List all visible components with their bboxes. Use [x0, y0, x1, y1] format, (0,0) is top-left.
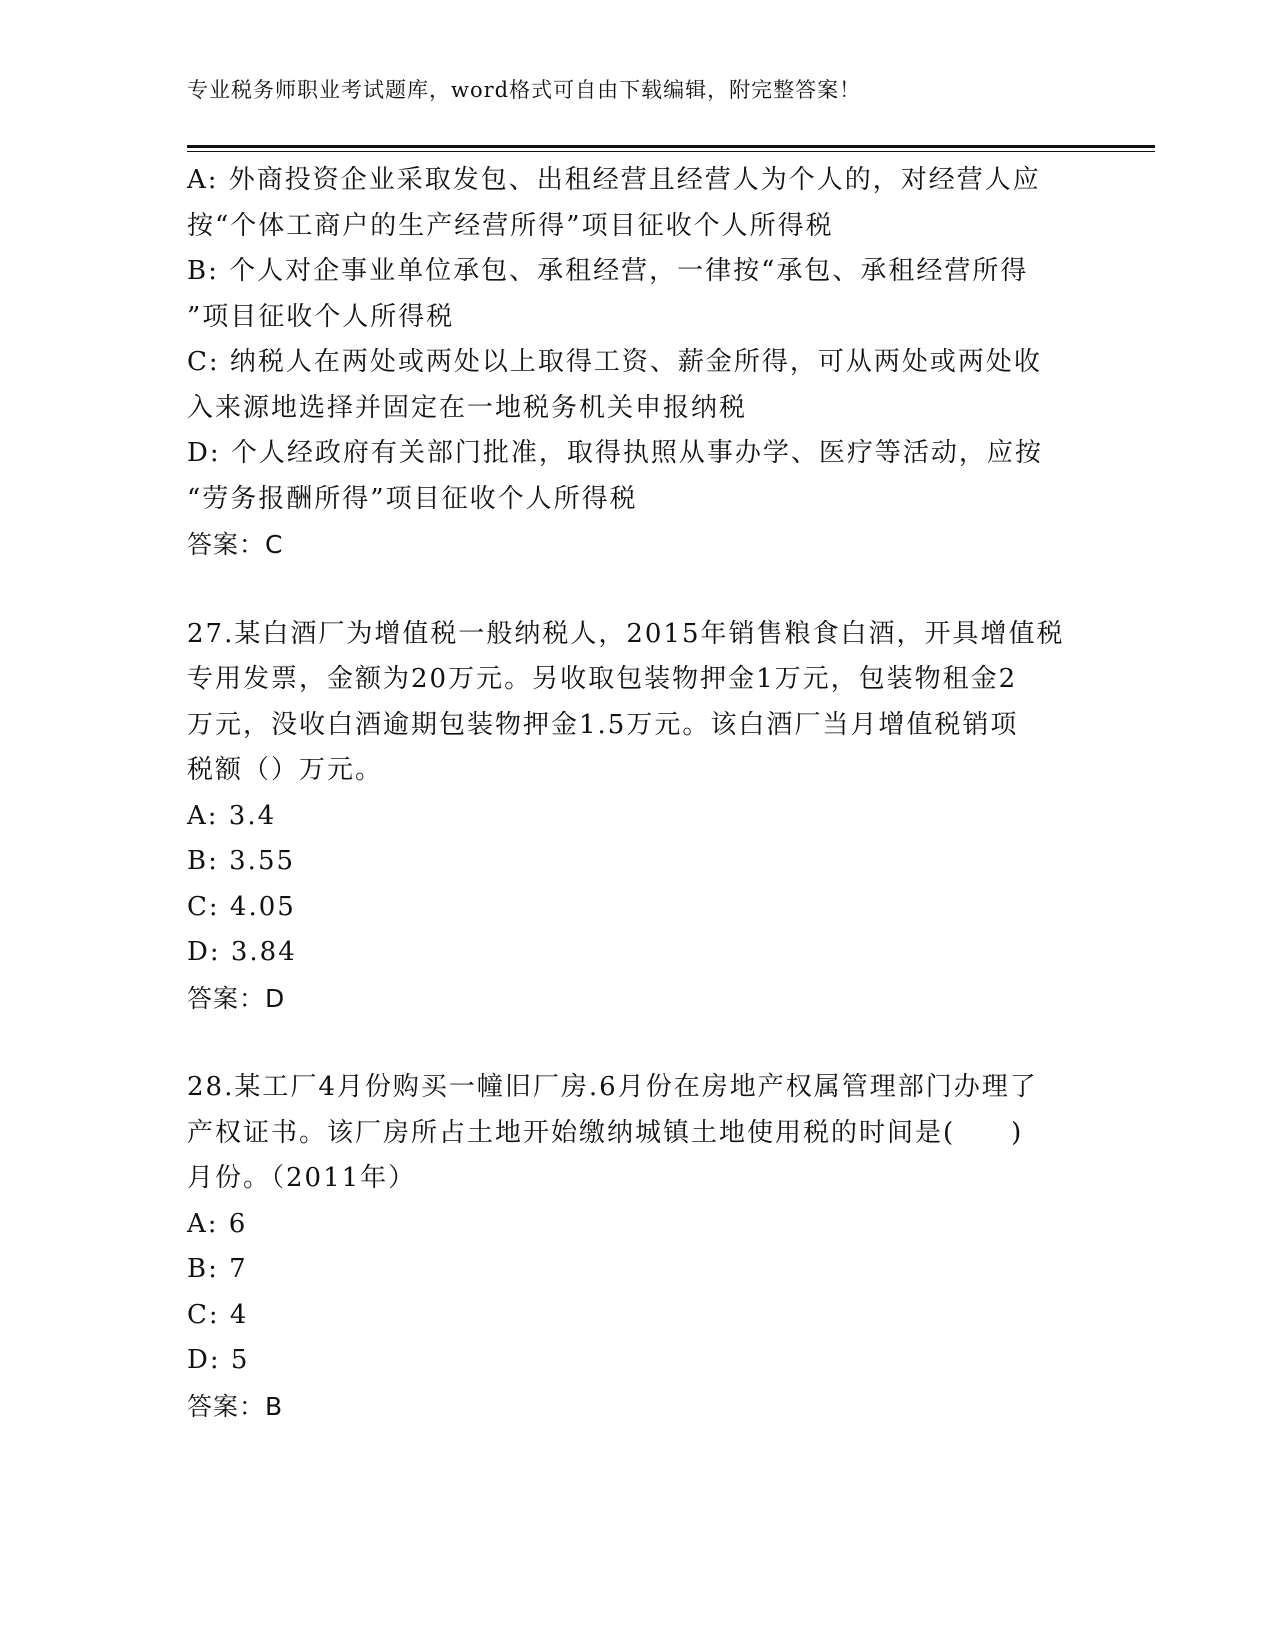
header-rule-thick: [187, 145, 1155, 148]
option-c: [187, 340, 1087, 431]
header-text: 专业税务师职业考试题库，word格式可自由下载编辑，附完整答案！: [187, 78, 862, 102]
question-content: [187, 158, 1087, 1429]
option-line: D: 个人经政府有关部门批准，取得执照从事办学、医疗等活动，应按: [187, 438, 1043, 468]
option-a: [187, 158, 1087, 249]
option-c: C: 4: [187, 1299, 249, 1330]
question-stem-line: 专用发票，金额为20万元。另收取包装物押金1万元，包装物租金2: [187, 664, 1018, 694]
option-line: B: 个人对企事业单位承包、承租经营，一律按“承包、承租经营所得: [187, 256, 1029, 286]
option-line: C: 纳税人在两处或两处以上取得工资、薪金所得，可从两处或两处收: [187, 347, 1042, 377]
question-stem-line: 28.某工厂4月份购买一幢旧厂房.6月份在房地产权属管理部门办理了: [187, 1072, 1038, 1102]
spacer: [187, 568, 1087, 612]
question-stem-line: 产权证书。该厂房所占土地开始缴纳城镇土地使用税的时间是( ): [187, 1117, 1024, 1148]
header-rule-thin: [187, 151, 1155, 152]
answer-label: 答案：D: [187, 983, 286, 1013]
question-28: [187, 1065, 1087, 1429]
question-26: [187, 158, 1087, 568]
option-d: D: 3.84: [187, 937, 297, 967]
option-line: 按“个体工商户的生产经营所得”项目征收个人所得税: [187, 210, 834, 241]
option-a: A: 6: [187, 1208, 248, 1239]
option-line: 入来源地选择并固定在一地税务机关申报纳税: [187, 392, 748, 423]
answer-label: 答案：B: [187, 1391, 284, 1421]
option-b: [187, 249, 1087, 340]
option-a: A: 3.4: [187, 800, 277, 831]
option-line: ”项目征收个人所得税: [187, 301, 455, 332]
question-stem-line: 万元，没收白酒逾期包装物押金1.5万元。该白酒厂当月增值税销项: [187, 709, 1019, 740]
spacer: [187, 1021, 1087, 1065]
option-line: “劳务报酬所得”项目征收个人所得税: [187, 483, 638, 514]
option-b: B: 7: [187, 1254, 248, 1284]
option-d: D: 5: [187, 1345, 250, 1375]
answer-label: 答案：C: [187, 530, 284, 559]
option-b: B: 3.55: [187, 846, 296, 876]
question-stem-line: 税额（）万元。: [187, 755, 384, 785]
option-c: C: 4.05: [187, 891, 296, 922]
option-d: [187, 431, 1087, 522]
option-line: A: 外商投资企业采取发包、出租经营且经营人为个人的，对经营人应: [187, 165, 1041, 195]
question-stem-line: 月份。（2011年）: [187, 1163, 417, 1193]
question-stem-line: 27.某白酒厂为增值税一般纳税人，2015年销售粮食白酒，开具增值税: [187, 618, 1065, 649]
question-27: [187, 612, 1087, 1022]
